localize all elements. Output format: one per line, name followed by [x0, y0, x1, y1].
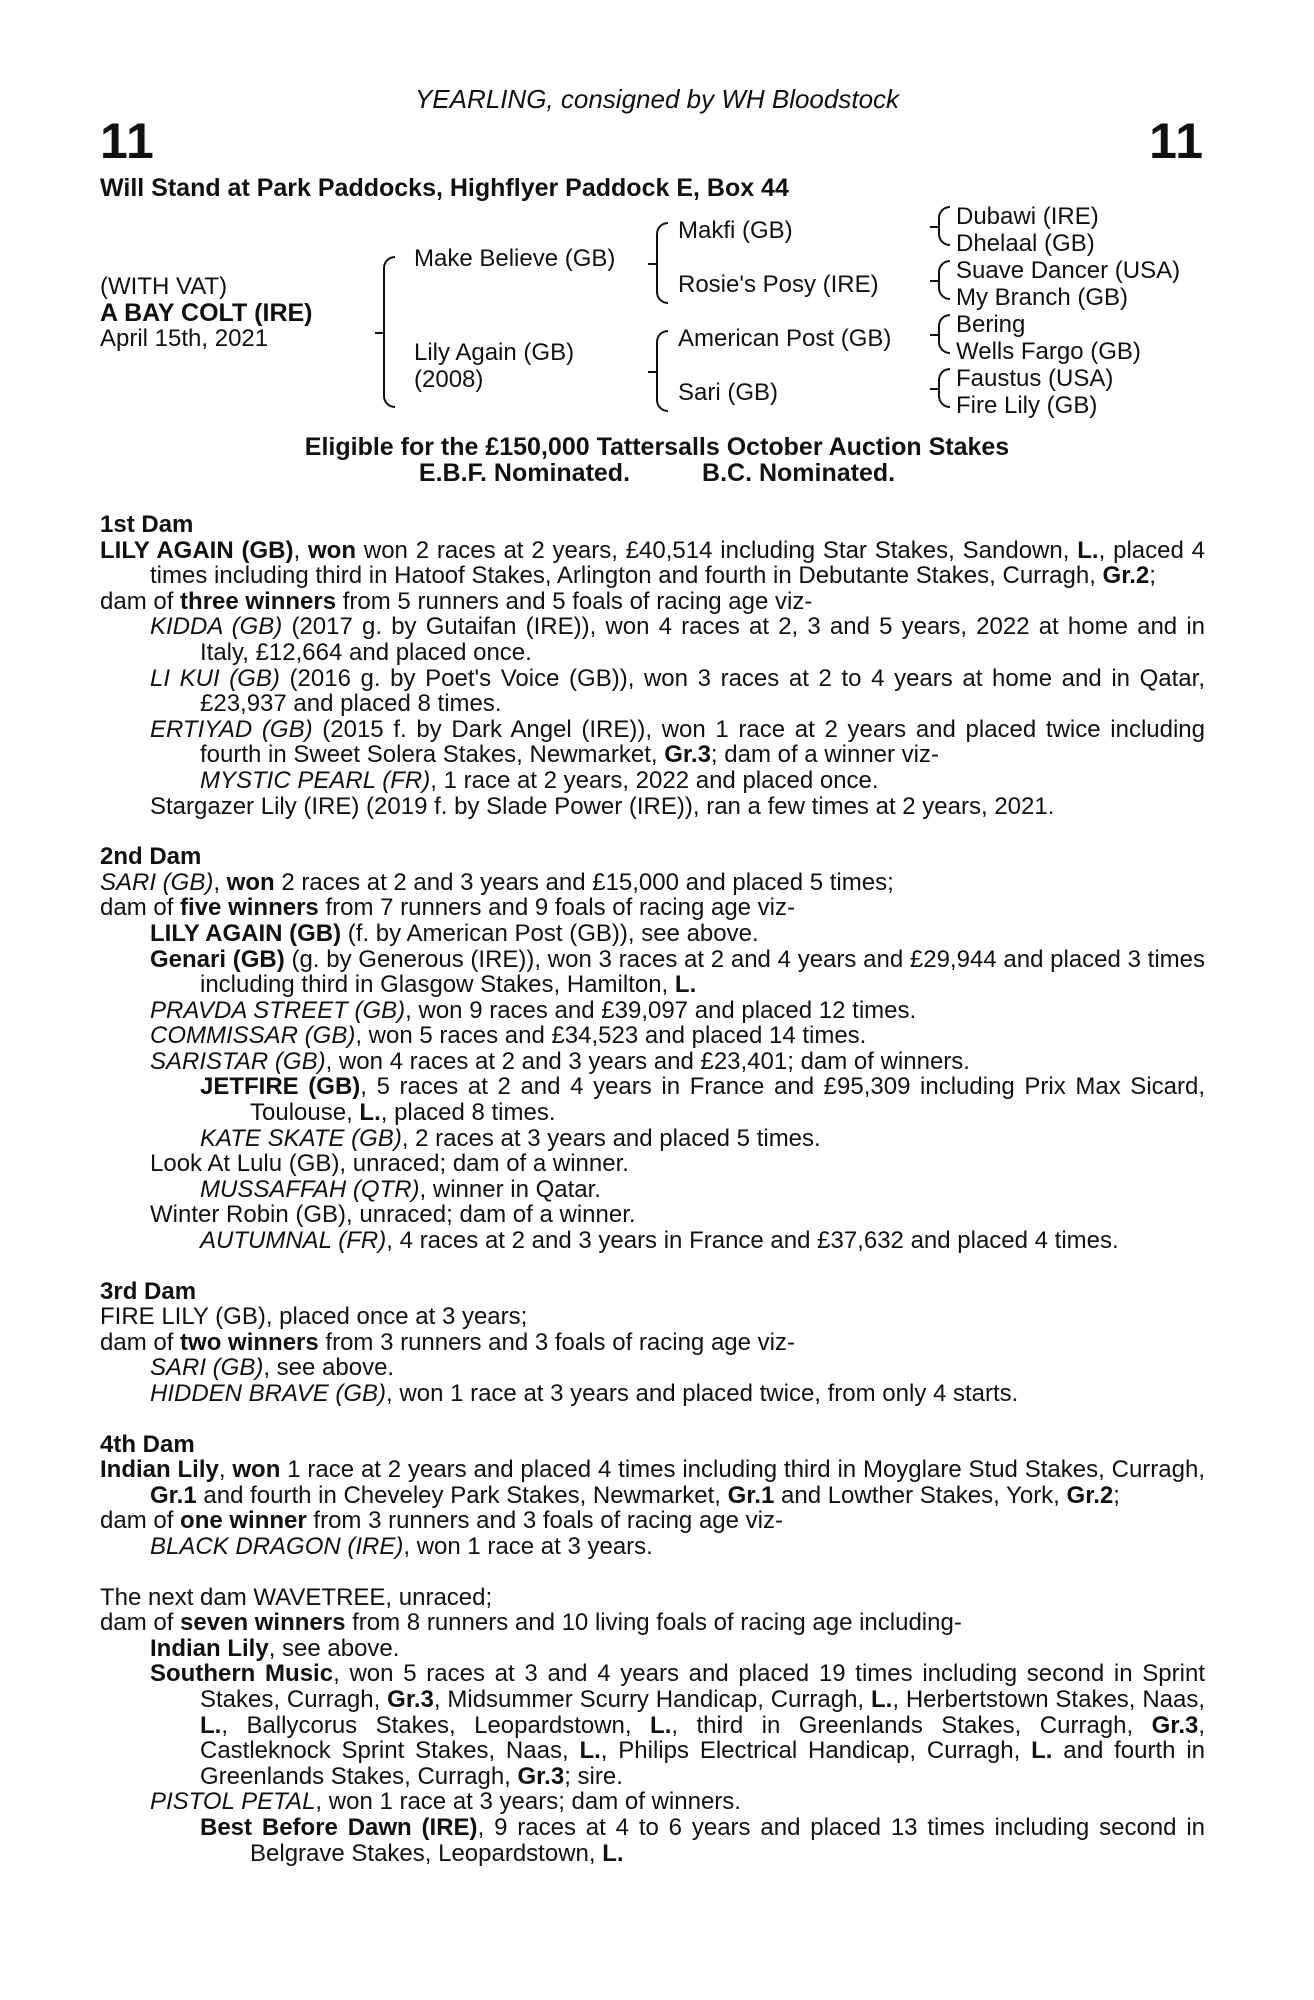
produce-look-at-lulu: Look At Lulu (GB), unraced; dam of a winner. — [150, 1150, 629, 1178]
third-dam-heading: 3rd Dam — [100, 1277, 197, 1305]
produce-sari: SARI (GB), see above. — [150, 1354, 395, 1382]
gg-6: Faustus (USA) — [956, 365, 1114, 392]
horse-name: A BAY COLT (IRE) — [100, 299, 313, 327]
gg-7: Fire Lily (GB) — [956, 392, 1098, 419]
produce-mystic-pearl: MYSTIC PEARL (FR), 1 race at 2 years, 2022 and placed once. — [200, 766, 879, 794]
brace-gg3 — [938, 314, 950, 354]
brace-gg1 — [938, 206, 950, 246]
produce-indian-lily: Indian Lily, see above. — [150, 1634, 400, 1662]
dam-year: (2008) — [414, 366, 484, 393]
foaling-date: April 15th, 2021 — [100, 325, 269, 352]
lot-number-right: 11 — [1149, 113, 1204, 169]
fourth-dam-heading: 4th Dam — [100, 1430, 195, 1458]
produce-pistol-petal: PISTOL PETAL, won 1 race at 3 years; dam of winners. — [150, 1788, 741, 1816]
brace-main — [383, 256, 395, 408]
brace-gg4 — [938, 368, 950, 408]
gg-4: Bering — [956, 311, 1026, 338]
fourth-dam-produce: dam of one winner from 3 runners and 3 foals of racing age viz- — [100, 1507, 783, 1535]
grandsire-dam: American Post (GB) — [678, 325, 892, 352]
gg-5: Wells Fargo (GB) — [956, 338, 1141, 365]
produce-stargazer: Stargazer Lily (IRE) (2019 f. by Slade Power (IRE)), ran a few times at 2 years, 2021. — [150, 792, 1055, 820]
produce-saristar: SARISTAR (GB), won 4 races at 2 and 3 years and £23,401; dam of winners. — [150, 1047, 970, 1075]
produce-ertiyad: ERTIYAD (GB) (2015 f. by Dark Angel (IRE)), won 1 race at 2 years and placed twice including fourth in Sweet Solera Stakes, Newmarket, Gr.3; dam of a winner viz- — [150, 715, 1205, 769]
first-dam-heading: 1st Dam — [100, 511, 194, 538]
first-dam-summary: LILY AGAIN (GB), won won 2 races at 2 years, £40,514 including Star Stakes, Sandown, L., placed 4 times including third in Hatoof Stakes, Arlington and fourth in Debutante Stakes, Curragh, Gr.2; — [100, 536, 1206, 590]
produce-best-before-dawn: Best Before Dawn (IRE), 9 races at 4 to 6 years and placed 13 times including second in Belgrave Stakes, Leopardstown, L. — [200, 1813, 1206, 1867]
produce-commissar: COMMISSAR (GB), won 5 races and £34,523 and placed 14 times. — [150, 1022, 867, 1050]
gg-2: Suave Dancer (USA) — [956, 257, 1181, 284]
bc-nomination: B.C. Nominated. — [702, 459, 896, 487]
ebf-nomination: E.B.F. Nominated. — [418, 459, 631, 487]
gg-0: Dubawi (IRE) — [956, 203, 1099, 230]
eligibility-line: Eligible for the £150,000 Tattersalls October Auction Stakes — [304, 433, 1010, 461]
first-dam-produce: dam of three winners from 5 runners and 5 foals of racing age viz- — [100, 587, 813, 615]
third-dam-produce: dam of two winners from 3 runners and 3 foals of racing age viz- — [100, 1328, 795, 1356]
consignment-line: YEARLING, consigned by WH Bloodstock — [414, 84, 900, 114]
second-dam-heading: 2nd Dam — [100, 843, 202, 871]
sire-name: Make Believe (GB) — [414, 245, 616, 272]
catalogue-body — [100, 512, 1205, 1866]
brace-sire — [656, 222, 668, 304]
produce-kidda: KIDDA (GB) (2017 g. by Gutaifan (IRE)), won 4 races at 2, 3 and 5 years, 2022 at home and in Italy, £12,664 and placed once. — [150, 613, 1205, 666]
produce-li-kui: LI KUI (GB) (2016 g. by Poet's Voice (GB)), won 3 races at 2 to 4 years at home and in Qatar, £23,937 and placed 8 times. — [150, 664, 1205, 718]
nominations-line — [0, 460, 1314, 486]
vat-label: (WITH VAT) — [100, 273, 228, 300]
second-dam-summary: SARI (GB), won 2 races at 2 and 3 years and £15,000 and placed 5 times; — [100, 868, 894, 896]
third-dam-summary: FIRE LILY (GB), placed once at 3 years; — [100, 1303, 528, 1331]
produce-lily-again: LILY AGAIN (GB) (f. by American Post (GB)), see above. — [150, 919, 759, 947]
produce-southern-music: Southern Music, won 5 races at 3 and 4 years and placed 19 times including second in Sprint Stakes, Curragh, Gr.3, Midsummer Scurry Handicap, Curragh, L., Herbertstown Stakes, Naas, L., Ballycorus Stakes, Leopardstown, L., third in Greenlands Stakes, Curragh, Gr.3, Castleknock Sprint Stakes, Naas, L., Philips Electrical Handicap, Curragh, L. and fourth in Greenlands Stakes, Curragh, Gr.3; sire. — [150, 1660, 1206, 1790]
fourth-dam-summary: Indian Lily, won 1 race at 2 years and placed 4 times including third in Moyglare Stud Stakes, Curragh, Gr.1 and fourth in Cheveley Park Stakes, Newmarket, Gr.1 and Lowther Stakes, York, Gr.2; — [100, 1456, 1205, 1509]
produce-mussaffah: MUSSAFFAH (QTR), winner in Qatar. — [200, 1175, 601, 1203]
granddam-dam: Sari (GB) — [678, 379, 779, 406]
grandsire-sire: Makfi (GB) — [678, 217, 793, 244]
gg-1: Dhelaal (GB) — [956, 230, 1095, 257]
second-dam-produce: dam of five winners from 7 runners and 9 foals of racing age viz- — [100, 894, 796, 922]
stand-location: Will Stand at Park Paddocks, Highflyer Paddock E, Box 44 — [100, 174, 789, 202]
produce-jetfire: JETFIRE (GB), 5 races at 2 and 4 years in France and £95,309 including Prix Max Sicard, Toulouse, L., placed 8 times. — [200, 1073, 1206, 1127]
next-dam-produce: dam of seven winners from 8 runners and 10 living foals of racing age including- — [100, 1609, 962, 1637]
produce-hidden-brave: HIDDEN BRAVE (GB), won 1 race at 3 years and placed twice, from only 4 starts. — [150, 1380, 1019, 1407]
produce-winter-robin: Winter Robin (GB), unraced; dam of a winner. — [150, 1201, 636, 1229]
produce-black-dragon: BLACK DRAGON (IRE), won 1 race at 3 years. — [150, 1532, 653, 1560]
brace-dam — [656, 330, 668, 412]
dam-name: Lily Again (GB) — [414, 339, 575, 366]
granddam-sire: Rosie's Posy (IRE) — [678, 271, 879, 298]
produce-genari: Genari (GB) (g. by Generous (IRE)), won 3 races at 2 and 4 years and £29,944 and placed 3 times including third in Glasgow Stakes, Hamilton, L. — [150, 945, 1206, 999]
gg-3: My Branch (GB) — [956, 284, 1129, 311]
produce-kate-skate: KATE SKATE (GB), 2 races at 3 years and placed 5 times. — [200, 1124, 821, 1152]
produce-autumnal: AUTUMNAL (FR), 4 races at 2 and 3 years in France and £37,632 and placed 4 times. — [200, 1227, 1119, 1255]
lot-number-left: 11 — [100, 113, 155, 169]
next-dam-intro: The next dam WAVETREE, unraced; — [100, 1583, 493, 1611]
produce-pravda-street: PRAVDA STREET (GB), won 9 races and £39,097 and placed 12 times. — [150, 996, 917, 1024]
brace-gg2 — [938, 260, 950, 300]
